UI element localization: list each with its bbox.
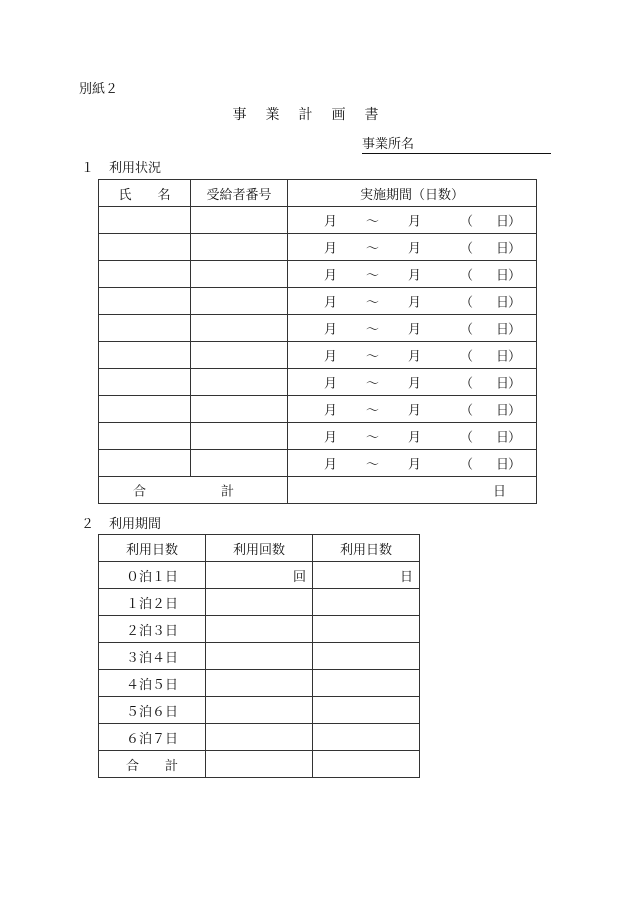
end-month-unit: 月 — [408, 322, 422, 338]
usage-days-cell[interactable]: 日 — [313, 562, 420, 589]
table-row — [99, 670, 420, 697]
end-month-unit: 月 — [408, 349, 422, 365]
usage-days-cell[interactable] — [313, 670, 420, 697]
usage-days-cell[interactable] — [313, 697, 420, 724]
end-month-unit: 月 — [408, 214, 422, 230]
name-cell[interactable] — [99, 396, 191, 423]
close-paren: ） — [508, 214, 522, 230]
period-cell[interactable] — [288, 450, 537, 477]
close-paren: ） — [508, 295, 522, 311]
end-month-unit: 月 — [408, 295, 422, 311]
range-separator: ～ — [366, 376, 380, 392]
recipient-number-cell[interactable] — [191, 342, 288, 369]
stay-length-cell: １泊２日 — [99, 589, 206, 616]
usage-days-cell[interactable] — [313, 589, 420, 616]
usage-count-cell[interactable] — [206, 616, 313, 643]
start-month-unit: 月 — [324, 295, 338, 311]
range-separator: ～ — [366, 430, 380, 446]
recipient-number-cell[interactable] — [191, 369, 288, 396]
attachment-label: 別紙２ — [79, 82, 119, 97]
table-row — [99, 207, 537, 234]
name-cell[interactable] — [99, 450, 191, 477]
name-cell[interactable] — [99, 261, 191, 288]
table-row — [99, 342, 537, 369]
table-row — [99, 643, 420, 670]
open-paren: （ — [460, 403, 474, 419]
open-paren: （ — [460, 349, 474, 365]
stay-length-cell: ５泊６日 — [99, 697, 206, 724]
total-label-a: 合 — [125, 758, 139, 774]
header-period: 実施期間（日数） — [288, 180, 537, 207]
total-label-b: 計 — [221, 484, 235, 500]
period-cell[interactable] — [288, 423, 537, 450]
close-paren: ） — [508, 268, 522, 284]
open-paren: （ — [460, 376, 474, 392]
end-month-unit: 月 — [408, 457, 422, 473]
range-separator: ～ — [366, 268, 380, 284]
start-month-unit: 月 — [324, 376, 338, 392]
header-stay-length: 利用日数 — [99, 535, 206, 562]
period-cell[interactable] — [288, 315, 537, 342]
open-paren: （ — [460, 322, 474, 338]
total-row — [99, 477, 537, 504]
total-label-b: 計 — [165, 758, 179, 774]
stay-length-cell: ２泊３日 — [99, 616, 206, 643]
table-row — [99, 589, 420, 616]
name-cell[interactable] — [99, 234, 191, 261]
open-paren: （ — [460, 295, 474, 311]
range-separator: ～ — [366, 322, 380, 338]
period-cell[interactable] — [288, 288, 537, 315]
start-month-unit: 月 — [324, 403, 338, 419]
period-cell[interactable] — [288, 207, 537, 234]
period-cell[interactable] — [288, 369, 537, 396]
start-month-unit: 月 — [324, 322, 338, 338]
end-month-unit: 月 — [408, 430, 422, 446]
name-cell[interactable] — [99, 369, 191, 396]
usage-count-cell[interactable] — [206, 670, 313, 697]
recipient-number-cell[interactable] — [191, 315, 288, 342]
section-number: １ — [81, 161, 95, 176]
day-unit: 日 — [496, 322, 510, 338]
table-row — [99, 562, 420, 589]
usage-days-cell[interactable] — [313, 724, 420, 751]
usage-count-cell[interactable] — [206, 643, 313, 670]
range-separator: ～ — [366, 214, 380, 230]
close-paren: ） — [508, 376, 522, 392]
day-unit: 日 — [496, 295, 510, 311]
day-unit: 日 — [496, 241, 510, 257]
stay-length-cell: ０泊１日 — [99, 562, 206, 589]
start-month-unit: 月 — [324, 214, 338, 230]
end-month-unit: 月 — [408, 403, 422, 419]
close-paren: ） — [508, 430, 522, 446]
total-row — [99, 751, 420, 778]
usage-count-cell[interactable] — [206, 697, 313, 724]
range-separator: ～ — [366, 295, 380, 311]
name-cell[interactable] — [99, 207, 191, 234]
total-days-cell[interactable] — [313, 751, 420, 778]
close-paren: ） — [508, 322, 522, 338]
close-paren: ） — [508, 403, 522, 419]
total-label-cell — [99, 477, 288, 504]
total-days-unit: 日 — [492, 484, 506, 500]
total-label-cell — [99, 751, 206, 778]
start-month-unit: 月 — [324, 457, 338, 473]
range-separator: ～ — [366, 403, 380, 419]
recipient-number-cell[interactable] — [191, 207, 288, 234]
period-cell[interactable] — [288, 396, 537, 423]
start-month-unit: 月 — [324, 430, 338, 446]
close-paren: ） — [508, 457, 522, 473]
stay-length-cell: ３泊４日 — [99, 643, 206, 670]
open-paren: （ — [460, 214, 474, 230]
recipient-number-cell[interactable] — [191, 396, 288, 423]
close-paren: ） — [508, 241, 522, 257]
usage-count-cell[interactable] — [206, 724, 313, 751]
recipient-number-cell[interactable] — [191, 450, 288, 477]
recipient-number-cell[interactable] — [191, 423, 288, 450]
total-label-a: 合 — [133, 484, 147, 500]
header-usage-count: 利用回数 — [206, 535, 313, 562]
section-title: 利用状況 — [109, 161, 162, 176]
office-name-field: 事業所名 — [362, 133, 551, 154]
table-row — [99, 234, 537, 261]
start-month-unit: 月 — [324, 349, 338, 365]
usage-count-cell[interactable] — [206, 589, 313, 616]
day-unit: 日 — [496, 376, 510, 392]
table-row — [99, 616, 420, 643]
day-unit: 日 — [496, 403, 510, 419]
table-row — [99, 288, 537, 315]
header-name: 氏 名 — [99, 180, 191, 207]
total-count-cell[interactable] — [206, 751, 313, 778]
name-cell[interactable] — [99, 342, 191, 369]
usage-days-cell[interactable] — [313, 616, 420, 643]
day-unit: 日 — [496, 349, 510, 365]
end-month-unit: 月 — [408, 241, 422, 257]
range-separator: ～ — [366, 349, 380, 365]
period-cell[interactable] — [288, 342, 537, 369]
period-cell[interactable] — [288, 234, 537, 261]
usage-status-table — [98, 179, 537, 504]
table-header-row — [99, 180, 537, 207]
section-number: ２ — [81, 517, 95, 532]
range-separator: ～ — [366, 457, 380, 473]
recipient-number-cell[interactable] — [191, 288, 288, 315]
open-paren: （ — [460, 268, 474, 284]
name-cell[interactable] — [99, 423, 191, 450]
name-cell[interactable] — [99, 288, 191, 315]
range-separator: ～ — [366, 241, 380, 257]
open-paren: （ — [460, 241, 474, 257]
stay-length-cell: ６泊７日 — [99, 724, 206, 751]
end-month-unit: 月 — [408, 268, 422, 284]
start-month-unit: 月 — [324, 268, 338, 284]
table-row — [99, 396, 537, 423]
period-cell[interactable] — [288, 261, 537, 288]
table-row — [99, 697, 420, 724]
total-days-cell[interactable] — [288, 477, 537, 504]
header-recipient-number: 受給者番号 — [191, 180, 288, 207]
stay-length-cell: ４泊５日 — [99, 670, 206, 697]
document-title: 事業計画書 — [232, 107, 398, 123]
day-unit: 日 — [496, 214, 510, 230]
recipient-number-cell[interactable] — [191, 234, 288, 261]
day-unit: 日 — [496, 457, 510, 473]
open-paren: （ — [460, 430, 474, 446]
section-2-heading — [81, 513, 161, 532]
table-header-row — [99, 535, 420, 562]
section-1-heading — [81, 157, 161, 176]
usage-days-cell[interactable] — [313, 643, 420, 670]
table-row — [99, 261, 537, 288]
section-title: 利用期間 — [109, 517, 162, 532]
table-row — [99, 369, 537, 396]
day-unit: 日 — [496, 268, 510, 284]
table-row — [99, 724, 420, 751]
recipient-number-cell[interactable] — [191, 261, 288, 288]
table-row — [99, 423, 537, 450]
day-unit: 日 — [496, 430, 510, 446]
open-paren: （ — [460, 457, 474, 473]
end-month-unit: 月 — [408, 376, 422, 392]
start-month-unit: 月 — [324, 241, 338, 257]
name-cell[interactable] — [99, 315, 191, 342]
usage-count-cell[interactable]: 回 — [206, 562, 313, 589]
header-usage-days: 利用日数 — [313, 535, 420, 562]
close-paren: ） — [508, 349, 522, 365]
usage-period-table — [98, 534, 420, 778]
table-row — [99, 450, 537, 477]
table-row — [99, 315, 537, 342]
